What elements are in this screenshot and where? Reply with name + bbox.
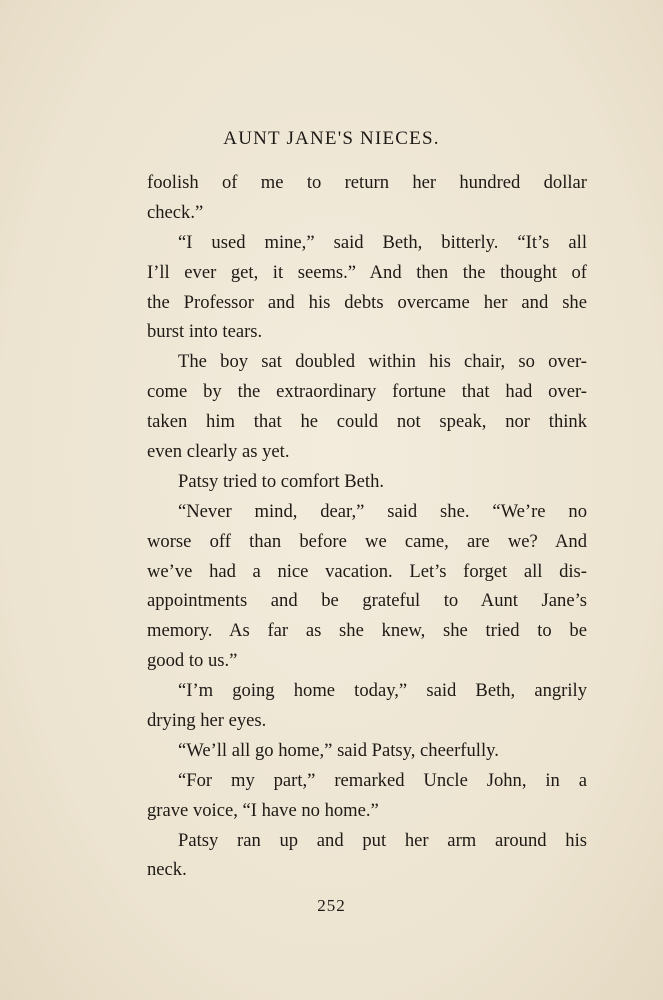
text-line: the Professor and his debts overcame her and she [147, 291, 587, 313]
text-line: The boy sat doubled within his chair, so over- [178, 351, 587, 373]
text-line: drying her eyes. [147, 710, 267, 732]
running-head: AUNT JANE'S NIECES. [223, 128, 440, 149]
text-line: check.” [147, 201, 204, 223]
text-line: good to us.” [147, 650, 238, 672]
text-line: worse off than before we came, are we? And [147, 530, 587, 552]
text-line: foolish of me to return her hundred dollar [147, 172, 587, 193]
text-line: Patsy ran up and put her arm around his [178, 829, 587, 851]
text-line: “For my part,” remarked Uncle John, in a [178, 769, 587, 791]
body-text [147, 168, 587, 885]
text-line: burst into tears. [147, 321, 263, 343]
text-line: grave voice, “I have no home.” [147, 799, 379, 821]
text-line: Patsy tried to comfort Beth. [178, 470, 385, 492]
text-line: appointments and be grateful to Aunt Jane’s [147, 590, 587, 612]
text-line: taken him that he could not speak, nor think [147, 411, 587, 433]
text-line: “I’m going home today,” said Beth, angrily [178, 680, 587, 702]
text-line: we’ve had a nice vacation. Let’s forget all dis- [147, 560, 587, 582]
text-line: I’ll ever get, it seems.” And then the thought of [147, 261, 587, 283]
text-line: memory. As far as she knew, she tried to be [147, 620, 587, 642]
text-line: “We’ll all go home,” said Patsy, cheerfully. [178, 739, 499, 761]
page-number: 252 [317, 896, 346, 915]
text-line: “I used mine,” said Beth, bitterly. “It’s all [178, 231, 587, 253]
text-line: neck. [147, 859, 187, 881]
text-line: come by the extraordinary fortune that had over- [147, 381, 587, 403]
text-line: even clearly as yet. [147, 441, 290, 463]
text-line: “Never mind, dear,” said she. “We’re no [178, 500, 587, 522]
